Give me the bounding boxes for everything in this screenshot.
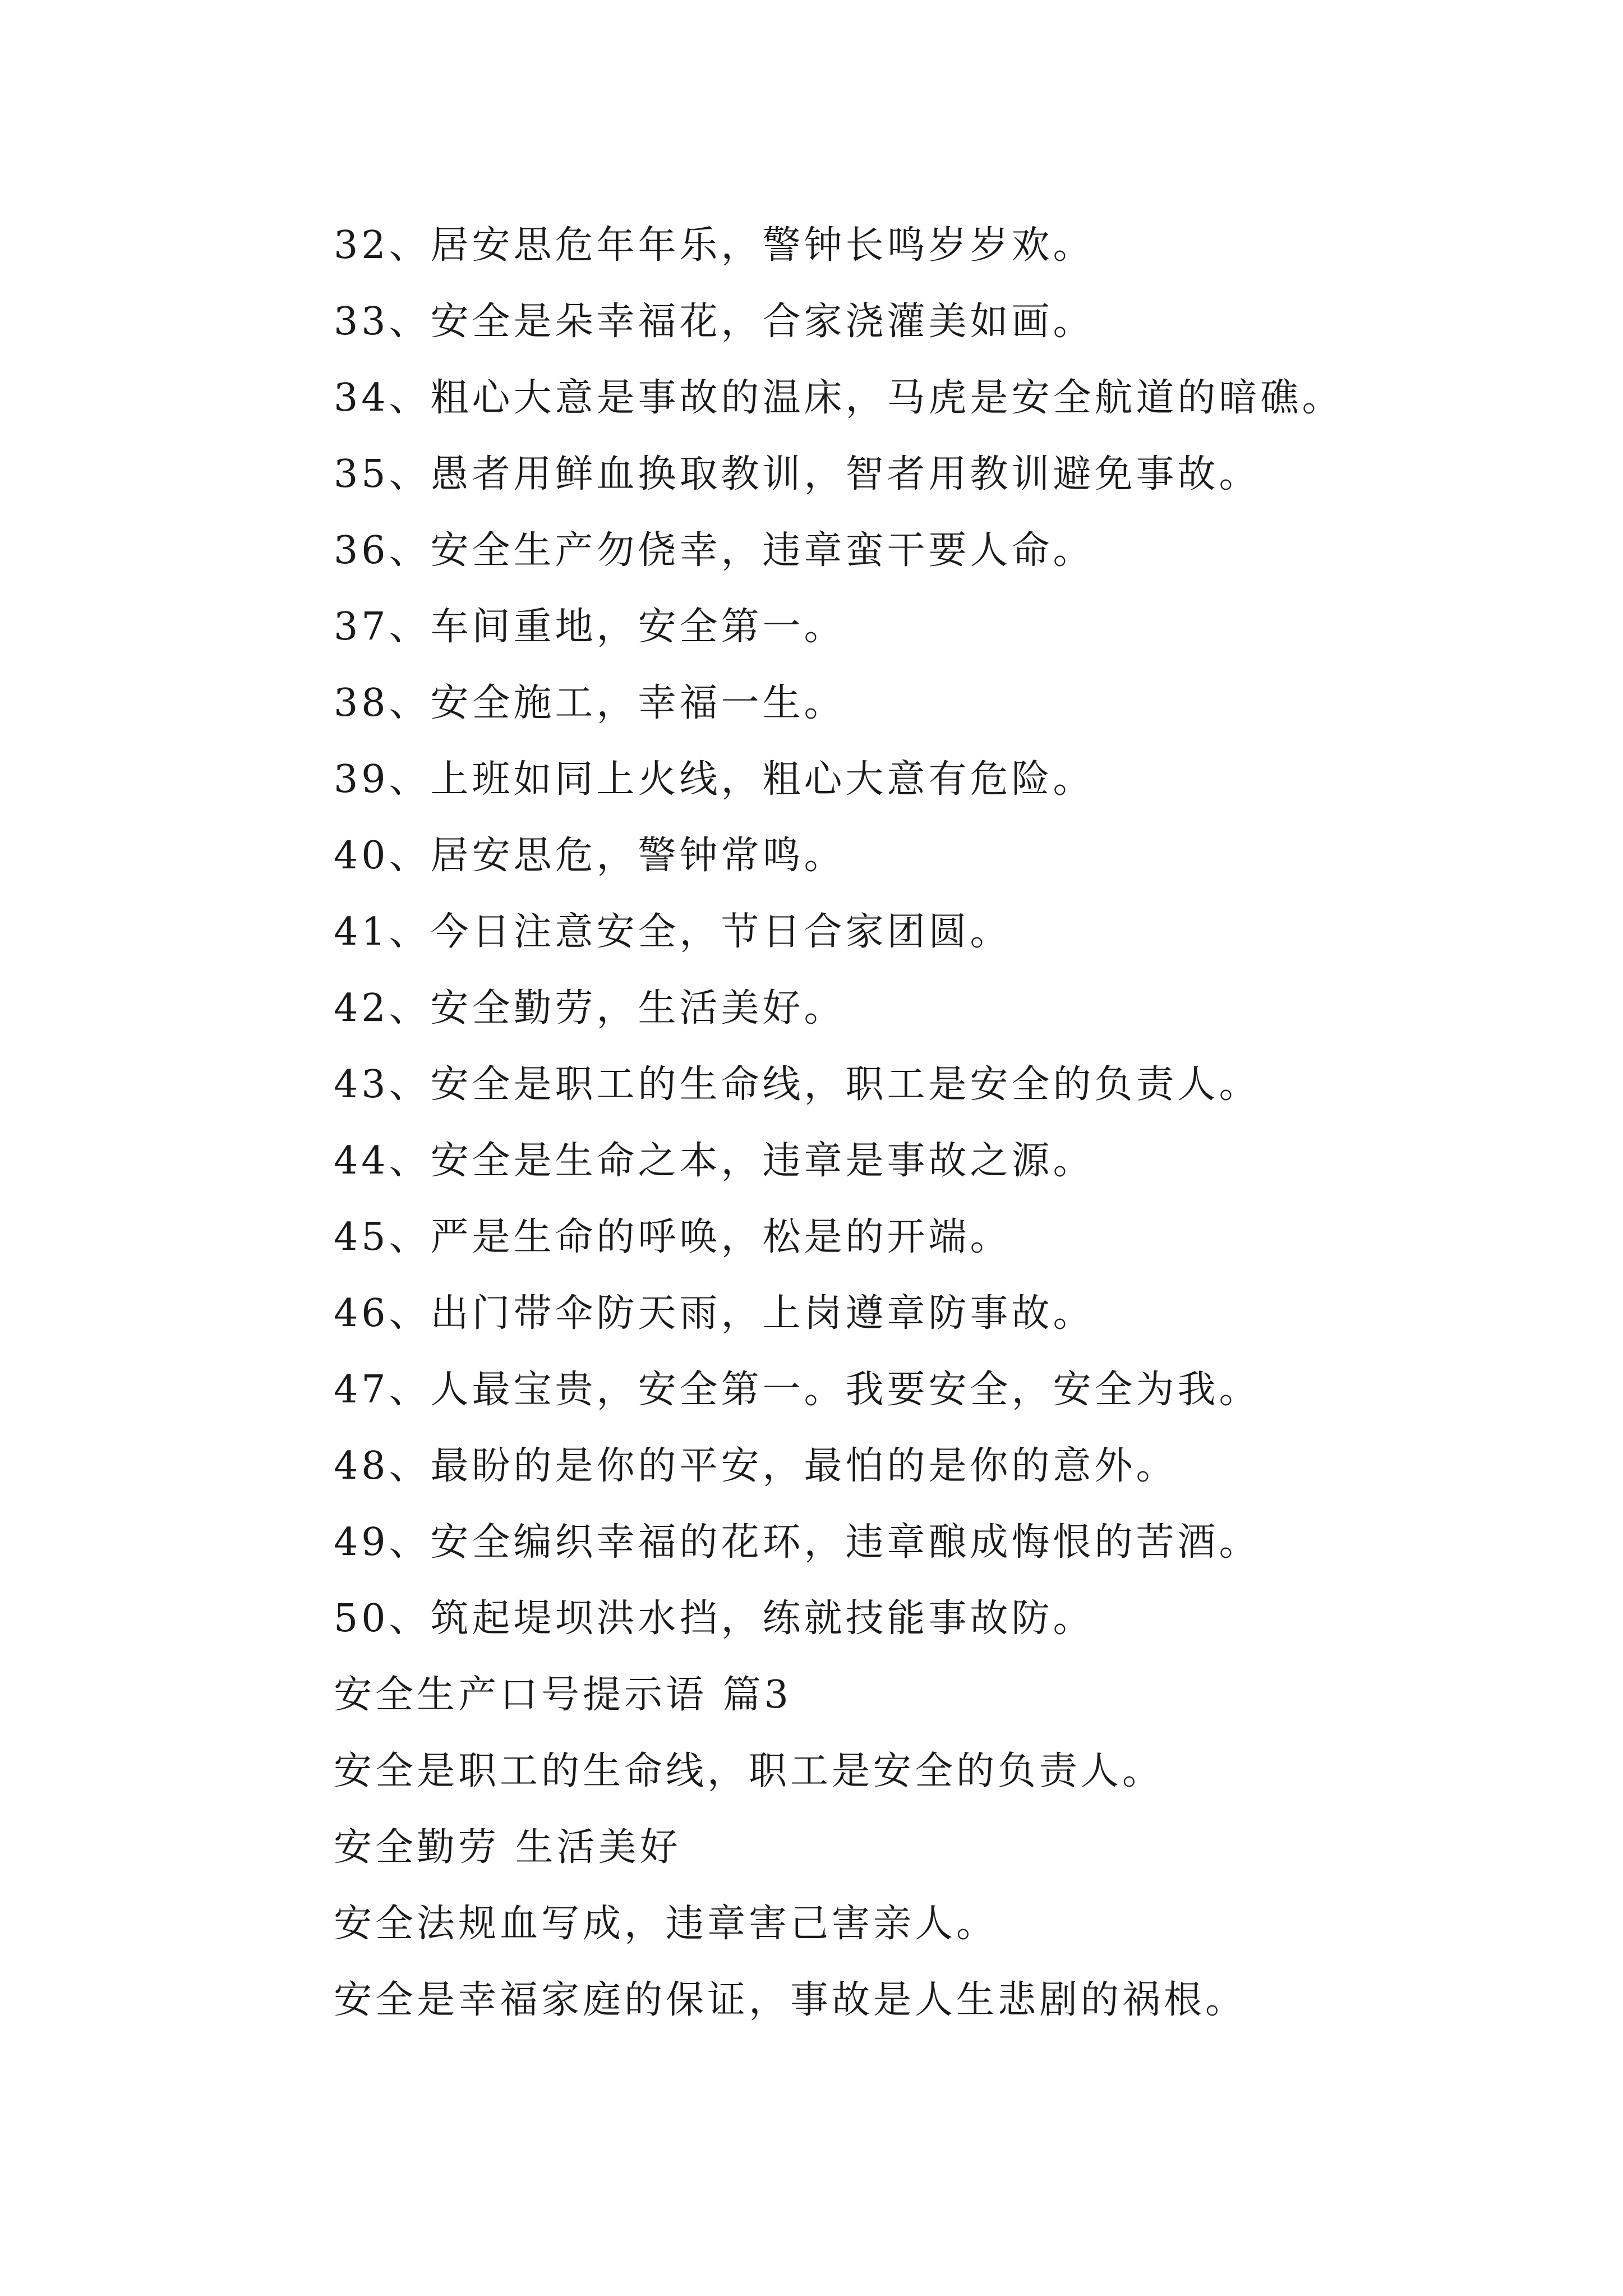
- slogan-line: 48、最盼的是你的平安，最怕的是你的意外。: [334, 1444, 1178, 1488]
- slogan-line: 40、居安思危，警钟常鸣。: [334, 834, 846, 878]
- section-heading: 安全生产口号提示语 篇3: [334, 1673, 792, 1717]
- slogan-line: 安全是幸福家庭的保证，事故是人生悲剧的祸根。: [334, 1978, 1247, 2022]
- slogan-line: 47、人最宝贵，安全第一。我要安全，安全为我。: [334, 1368, 1261, 1412]
- slogan-line: 34、粗心大意是事故的温床，马虎是安全航道的暗礁。: [334, 376, 1344, 420]
- slogan-line: 39、上班如同上火线，粗心大意有危险。: [334, 757, 1095, 802]
- slogan-line: 46、出门带伞防天雨，上岗遵章防事故。: [334, 1291, 1095, 1336]
- slogan-line: 37、车间重地，安全第一。: [334, 605, 846, 649]
- slogan-list: [334, 208, 1539, 2039]
- slogan-line: 35、愚者用鲜血换取教训，智者用教训避免事故。: [334, 452, 1261, 496]
- slogan-line: 50、筑起堤坝洪水挡，练就技能事故防。: [334, 1596, 1095, 1641]
- slogan-line: 33、安全是朵幸福花，合家浇灌美如画。: [334, 300, 1095, 344]
- slogan-line: 安全勤劳 生活美好: [334, 1825, 681, 1870]
- slogan-line: 安全是职工的生命线，职工是安全的负责人。: [334, 1749, 1164, 1793]
- slogan-line: 43、安全是职工的生命线，职工是安全的负责人。: [334, 1062, 1261, 1107]
- slogan-line: 49、安全编织幸福的花环，违章酿成悔恨的苦酒。: [334, 1520, 1261, 1565]
- slogan-line: 42、安全勤劳，生活美好。: [334, 986, 846, 1030]
- slogan-line: 32、居安思危年年乐，警钟长鸣岁岁欢。: [334, 223, 1095, 268]
- slogan-line: 44、安全是生命之本，违章是事故之源。: [334, 1139, 1095, 1183]
- slogan-line: 41、今日注意安全，节日合家团圆。: [334, 910, 1012, 954]
- slogan-line: 38、安全施工，幸福一生。: [334, 681, 846, 725]
- slogan-line: 安全法规血写成，违章害己害亲人。: [334, 1902, 998, 1946]
- slogan-line: 36、安全生产勿侥幸，违章蛮干要人命。: [334, 528, 1095, 573]
- slogan-line: 45、严是生命的呼唤，松是的开端。: [334, 1215, 1012, 1259]
